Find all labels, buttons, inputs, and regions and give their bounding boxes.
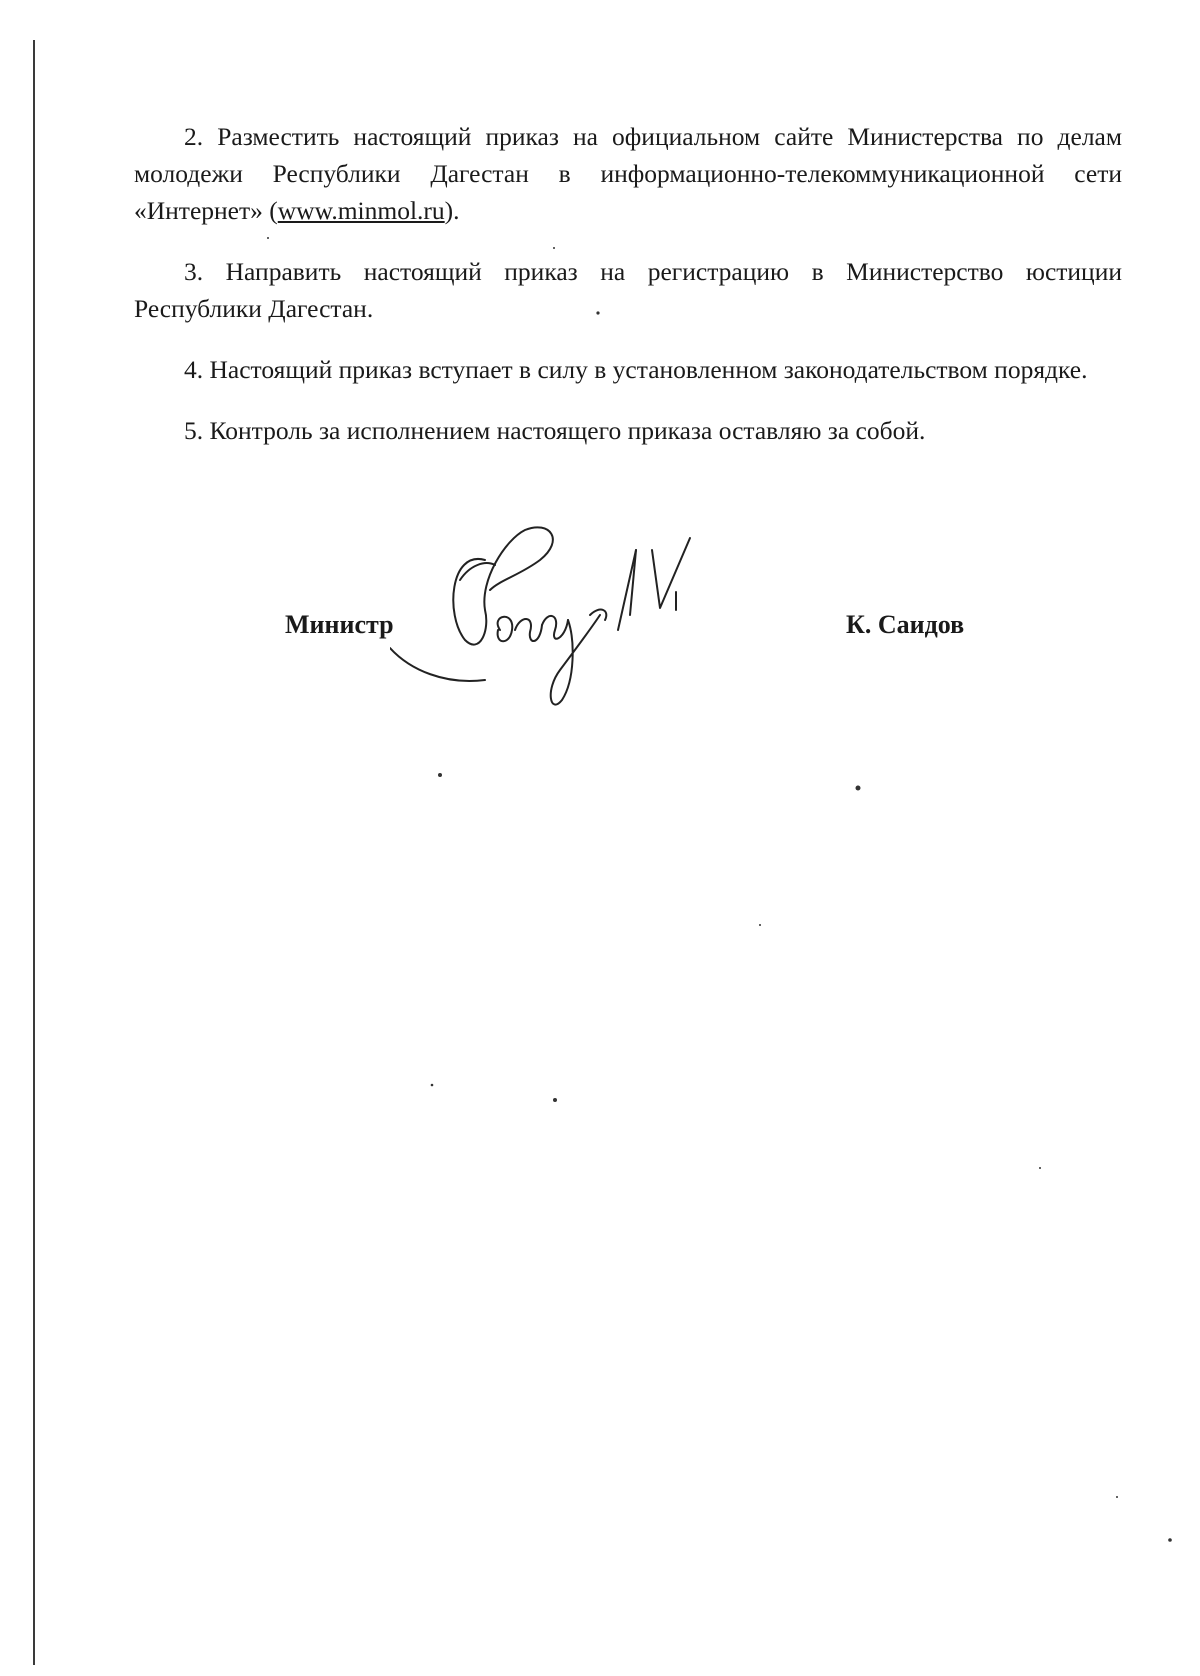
paragraph-2-text-before: 2. Разместить настоящий приказ на официальном сайте Министерства по делам молодежи Республики Дагестан в информационно-телекоммуникационной сети «Интернет» ( (134, 122, 1122, 225)
paragraph-5: 5. Контроль за исполнением настоящего приказа оставляю за собой. (184, 416, 926, 445)
paragraph-2-text-after: ). (444, 196, 460, 225)
signatory-name: К. Саидов (846, 610, 965, 639)
website-link[interactable]: www.minmol.ru (277, 196, 445, 225)
paragraph-4: 4. Настоящий приказ вступает в силу в установленном законодательством порядке. (184, 355, 1088, 384)
signatory-role: Министр (285, 610, 394, 639)
paragraph-3: 3. Направить настоящий приказ на регистрацию в Министерство юстиции Республики Дагестан. (134, 257, 1122, 323)
